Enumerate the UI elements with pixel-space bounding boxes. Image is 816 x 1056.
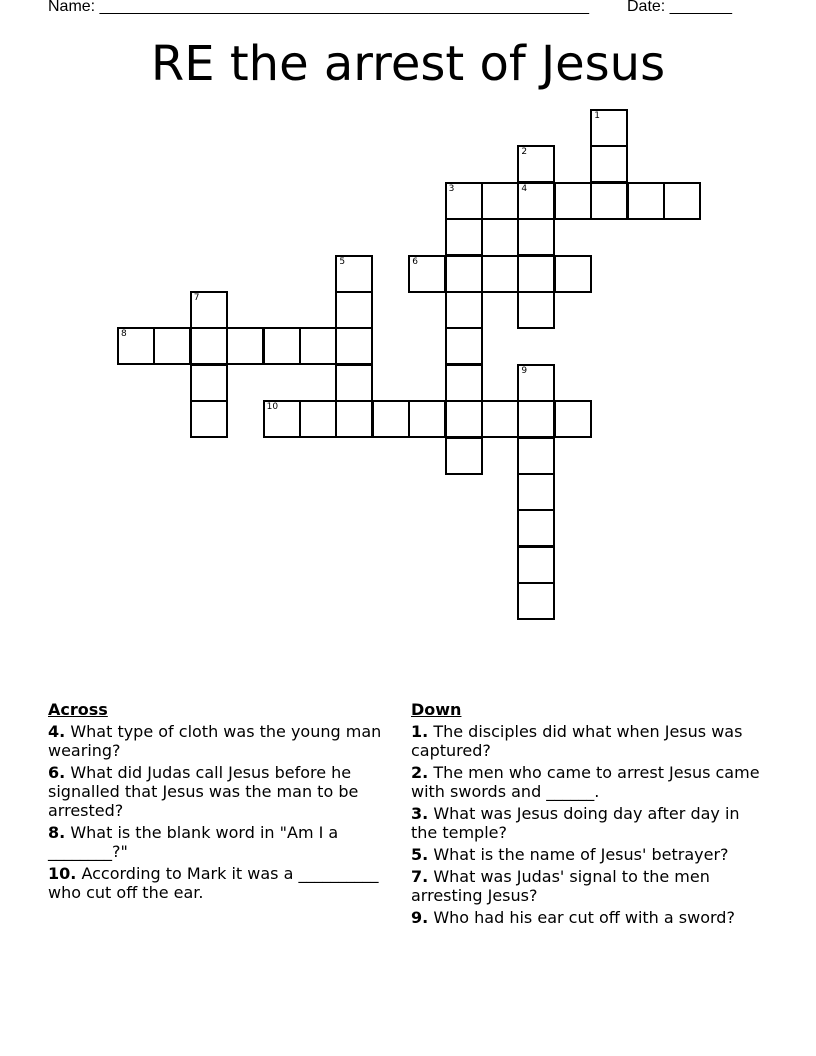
- clue-text: What is the blank word in "Am I a ________?": [48, 823, 339, 861]
- clue-number: 6.: [48, 763, 66, 782]
- grid-cell[interactable]: [335, 327, 373, 365]
- grid-cell[interactable]: [590, 145, 628, 183]
- grid-cell[interactable]: [299, 400, 337, 438]
- clue-down-9: [411, 908, 761, 927]
- grid-cell[interactable]: [517, 364, 555, 402]
- grid-cell[interactable]: [190, 364, 228, 402]
- grid-cell[interactable]: [445, 182, 483, 220]
- name-label: Name: _______________________________________________________: [48, 0, 589, 15]
- grid-cell[interactable]: [517, 291, 555, 329]
- cell-number: 4: [521, 183, 528, 194]
- grid-cell[interactable]: [445, 437, 483, 475]
- grid-cell[interactable]: [663, 182, 701, 220]
- clue-number: 5.: [411, 845, 429, 864]
- clue-text: What was Judas' signal to the men arresting Jesus?: [411, 867, 710, 905]
- clue-text: The men who came to arrest Jesus came with swords and ______.: [411, 763, 760, 801]
- clue-text: What type of cloth was the young man wearing?: [48, 722, 382, 760]
- clue-across-4: [48, 722, 388, 760]
- cell-number: 10: [266, 402, 279, 413]
- grid-cell[interactable]: [408, 255, 446, 293]
- clue-text: What was Jesus doing day after day in the temple?: [411, 804, 740, 842]
- grid-cell[interactable]: [445, 364, 483, 402]
- grid-cell[interactable]: [481, 255, 519, 293]
- clue-text: What is the name of Jesus' betrayer?: [433, 845, 729, 864]
- cell-number: 5: [339, 256, 346, 267]
- clue-number: 1.: [411, 722, 429, 741]
- clue-down-1: [411, 722, 761, 760]
- grid-cell[interactable]: [590, 109, 628, 147]
- grid-cell[interactable]: [190, 291, 228, 329]
- grid-cell[interactable]: [190, 327, 228, 365]
- grid-cell[interactable]: [517, 437, 555, 475]
- grid-cell[interactable]: [517, 509, 555, 547]
- grid-cell[interactable]: [554, 255, 592, 293]
- clue-text: Who had his ear cut off with a sword?: [433, 908, 735, 927]
- clue-number: 9.: [411, 908, 429, 927]
- grid-cell[interactable]: [226, 327, 264, 365]
- clue-number: 10.: [48, 864, 77, 883]
- grid-cell[interactable]: [517, 582, 555, 620]
- grid-cell[interactable]: [263, 327, 301, 365]
- clue-text: The disciples did what when Jesus was captured?: [411, 722, 743, 760]
- down-clues: [411, 700, 761, 930]
- grid-cell[interactable]: [372, 400, 410, 438]
- grid-cell[interactable]: [481, 182, 519, 220]
- down-heading: Down: [411, 700, 462, 719]
- clue-down-5: [411, 845, 761, 864]
- grid-cell[interactable]: [481, 400, 519, 438]
- clue-number: 4.: [48, 722, 66, 741]
- grid-cell[interactable]: [445, 255, 483, 293]
- grid-cell[interactable]: [627, 182, 665, 220]
- grid-cell[interactable]: [117, 327, 155, 365]
- grid-cell[interactable]: [517, 546, 555, 584]
- cell-number: 9: [521, 365, 528, 376]
- grid-cell[interactable]: [445, 218, 483, 256]
- grid-cell[interactable]: [517, 145, 555, 183]
- grid-cell[interactable]: [554, 400, 592, 438]
- grid-cell[interactable]: [445, 400, 483, 438]
- grid-cell[interactable]: [517, 218, 555, 256]
- page-title: RE the arrest of Jesus: [150, 36, 666, 92]
- grid-cell[interactable]: [517, 473, 555, 511]
- grid-cell[interactable]: [335, 364, 373, 402]
- clue-text: According to Mark it was a __________ who cut off the ear.: [48, 864, 379, 902]
- grid-cell[interactable]: [335, 400, 373, 438]
- clue-down-7: [411, 867, 761, 905]
- cell-number: 7: [193, 293, 200, 303]
- clue-across-8: [48, 823, 388, 861]
- grid-cell[interactable]: [408, 400, 446, 438]
- clue-across-10: [48, 864, 388, 902]
- clue-number: 2.: [411, 763, 429, 782]
- clue-number: 3.: [411, 804, 429, 823]
- across-clues: [48, 700, 388, 905]
- grid-cell[interactable]: [190, 400, 228, 438]
- grid-cell[interactable]: [335, 255, 373, 293]
- cell-number: 6: [412, 256, 418, 267]
- clue-down-3: [411, 804, 761, 842]
- grid-cell[interactable]: [445, 327, 483, 365]
- clue-number: 8.: [48, 823, 66, 842]
- cell-number: 8: [121, 329, 127, 340]
- cell-number: 3: [448, 183, 455, 194]
- grid-cell[interactable]: [445, 291, 483, 329]
- grid-cell[interactable]: [554, 182, 592, 220]
- grid-cell[interactable]: [517, 182, 555, 220]
- clue-across-6: [48, 763, 388, 820]
- grid-cell[interactable]: [263, 400, 301, 438]
- across-heading: Across: [48, 700, 108, 719]
- grid-cell[interactable]: [590, 182, 628, 220]
- clue-text: What did Judas call Jesus before he signalled that Jesus was the man to be arrested?: [48, 763, 359, 820]
- grid-cell[interactable]: [335, 291, 373, 329]
- clue-down-2: [411, 763, 761, 801]
- cell-number: 1: [594, 111, 600, 121]
- grid-cell[interactable]: [299, 327, 337, 365]
- cell-number: 2: [521, 147, 528, 158]
- date-label: Date: _______: [627, 0, 732, 15]
- clue-number: 7.: [411, 867, 429, 886]
- grid-cell[interactable]: [153, 327, 191, 365]
- grid-cell[interactable]: [517, 255, 555, 293]
- grid-cell[interactable]: [517, 400, 555, 438]
